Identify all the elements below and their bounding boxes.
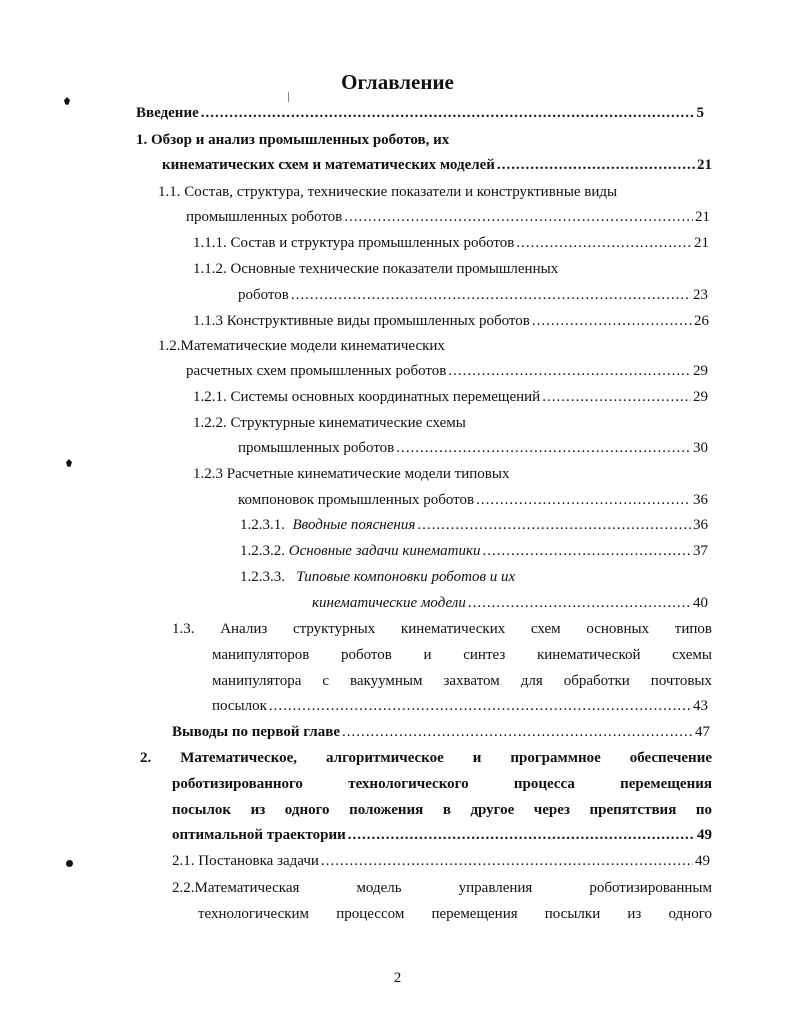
toc-entry[interactable]: манипулятора с вакуумным захватом для обработки почтовых (212, 673, 712, 689)
toc-entry[interactable]: 1.2.3 Расчетные кинематические модели типовых (193, 466, 510, 482)
scan-speck (66, 459, 72, 467)
toc-entry[interactable]: 1.1. Состав, структура, технические показатели и конструктивные виды (158, 184, 618, 200)
toc-entry[interactable]: кинематических схем и математических моделей ..... 21 (162, 156, 712, 174)
toc-entry[interactable]: Выводы по первой главе ..... 47 (172, 723, 710, 741)
toc-entry[interactable]: оптимальной траектории ..... 49 (172, 826, 712, 844)
toc-entry[interactable]: 2. Математическое, алгоритмическое и программное обеспечение (140, 750, 712, 766)
toc-entry[interactable]: расчетных схем промышленных роботов ..... 29 (186, 362, 708, 380)
scan-mark (288, 92, 289, 102)
toc-entry[interactable]: 1.2.3.3. Типовые компоновки роботов и их (240, 569, 516, 585)
toc-entry[interactable]: 1.2.3.1. Вводные пояснения ..... 36 (240, 516, 708, 534)
toc-entry[interactable]: 1.1.2. Основные технические показатели промышленных (193, 261, 559, 277)
toc-entry[interactable]: 1.1.1. Состав и структура промышленных роботов ..... 21 (193, 234, 709, 252)
toc-entry[interactable]: 1.2.2. Структурные кинематические схемы (193, 415, 466, 431)
page-number: 2 (393, 970, 402, 986)
scan-speck (66, 860, 73, 867)
toc-entry[interactable]: 1. Обзор и анализ промышленных роботов, их (136, 132, 450, 148)
toc-entry[interactable]: компоновок промышленных роботов ..... 36 (238, 491, 708, 509)
toc-entry[interactable]: 1.2.Математические модели кинематических (158, 338, 445, 354)
toc-entry[interactable]: 2.1. Постановка задачи ..... 49 (172, 852, 710, 870)
toc-entry[interactable]: посылок из одного положения в другое через препятствия по (172, 802, 712, 818)
toc-entry[interactable]: 2.2.Математическая модель управления роботизированным (172, 880, 712, 896)
toc-entry[interactable]: промышленных роботов ..... 21 (186, 208, 710, 226)
toc-entry[interactable]: технологическим процессом перемещения посылки из одного (198, 906, 712, 922)
scan-speck (64, 97, 70, 105)
page-title: Оглавление (341, 70, 454, 94)
toc-entry[interactable]: 1.3. Анализ структурных кинематических схем основных типов (172, 621, 712, 637)
toc-entry[interactable]: промышленных роботов ..... 30 (238, 439, 708, 457)
toc-entry[interactable]: кинематические модели ..... 40 (312, 594, 708, 612)
toc-entry[interactable]: 1.2.1. Системы основных координатных перемещений ..... 29 (193, 388, 708, 406)
toc-entry[interactable]: 1.2.3.2. Основные задачи кинематики ..... 37 (240, 542, 708, 560)
toc-entry[interactable]: посылок ..... 43 (212, 697, 708, 715)
toc-entry[interactable]: Введение ..... 5 (136, 104, 704, 122)
toc-entry[interactable]: роботизированного технологического процесса перемещения (172, 776, 712, 792)
toc-entry[interactable]: манипуляторов роботов и синтез кинематической схемы (212, 647, 712, 663)
toc-entry[interactable]: 1.1.3 Конструктивные виды промышленных роботов ..... 26 (193, 312, 709, 330)
toc-entry[interactable]: роботов ..... 23 (238, 286, 708, 304)
